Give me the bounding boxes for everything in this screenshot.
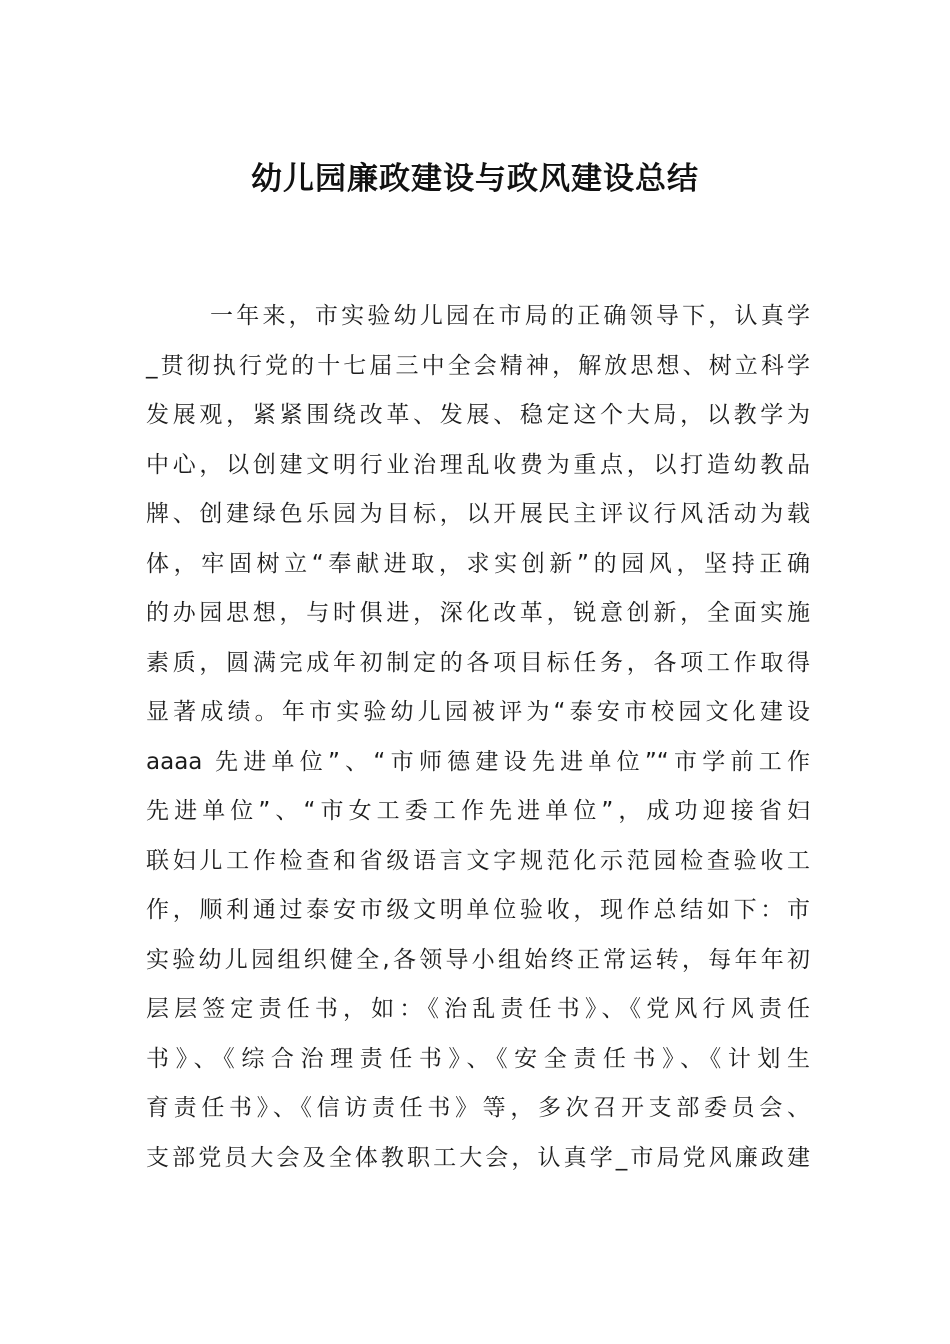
body-line: 中心，以创建文明行业治理乱收费为重点，以打造幼教品 bbox=[146, 451, 810, 478]
body-line: 发展观，紧紧围绕改革、发展、稳定这个大局，以教学为 bbox=[146, 402, 810, 428]
body-line: _贯彻执行党的十七届三中全会精神，解放思想、树立科学 bbox=[146, 352, 810, 379]
body-line: 支部党员大会及全体教职工大会，认真学_市局党风廉政建 bbox=[146, 1144, 810, 1171]
document-title: 幼儿园廉政建设与政风建设总结 bbox=[251, 161, 699, 197]
body-line: 体，牢固树立“奉献进取，求实创新”的园风，坚持正确 bbox=[146, 550, 810, 577]
document-body bbox=[146, 292, 810, 1183]
body-line: 层层签定责任书，如：《治乱责任书》、《党风行风责任 bbox=[146, 996, 810, 1022]
body-line: 书》、《综合治理责任书》、《安全责任书》、《计划生 bbox=[146, 1045, 810, 1072]
body-line: 先进单位”、“市女工委工作先进单位”，成功迎接省妇 bbox=[146, 798, 810, 824]
body-line: 联妇儿工作检查和省级语言文字规范化示范园检查验收工 bbox=[146, 847, 810, 874]
body-line: 实验幼儿园组织健全,各领导小组始终正常运转，每年年初 bbox=[146, 946, 810, 973]
body-line: 作，顺利通过泰安市级文明单位验收，现作总结如下：市 bbox=[146, 897, 810, 923]
body-line: aaaa 先进单位”、“市师德建设先进单位”“市学前工作 bbox=[146, 748, 810, 775]
body-line: 素质，圆满完成年初制定的各项目标任务，各项工作取得 bbox=[146, 649, 810, 676]
body-line: 牌、创建绿色乐园为目标，以开展民主评议行风活动为载 bbox=[146, 501, 810, 527]
body-line: 育责任书》、《信访责任书》等，多次召开支部委员会、 bbox=[146, 1095, 810, 1121]
body-line: 的办园思想，与时俱进，深化改革，锐意创新，全面实施 bbox=[146, 600, 810, 626]
body-line: 显著成绩。年市实验幼儿园被评为“泰安市校园文化建设 bbox=[146, 699, 810, 725]
body-line: 一年来，市实验幼儿园在市局的正确领导下，认真学 bbox=[210, 303, 810, 329]
